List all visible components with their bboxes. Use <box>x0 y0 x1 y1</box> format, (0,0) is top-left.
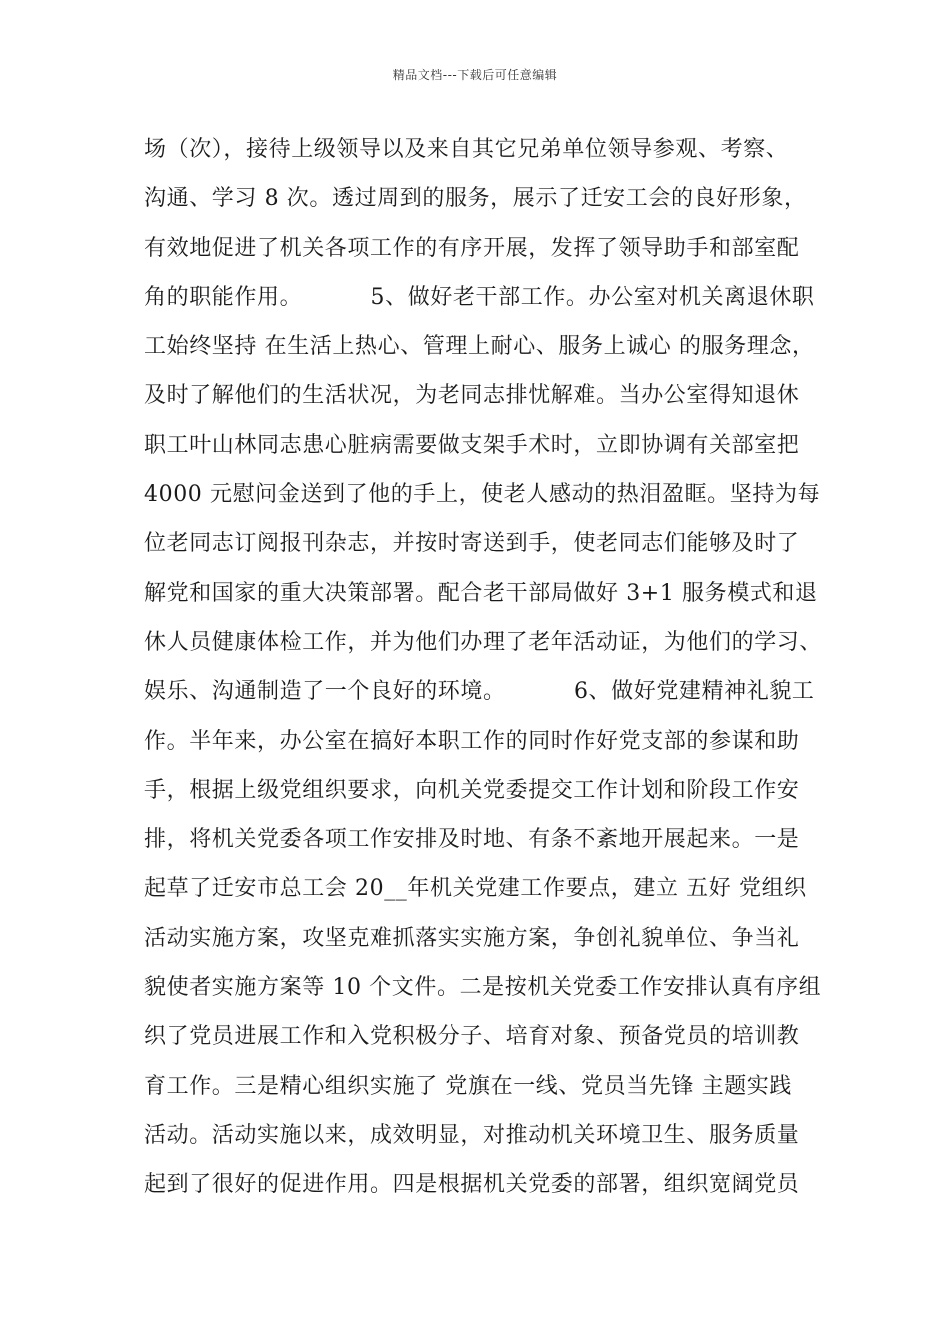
text-line: 起到了很好的促进作用。四是根据机关党委的部署，组织宽阔党员 <box>144 1172 800 1198</box>
text-line: 及时了解他们的生活状况，为老同志排忧解难。当办公室得知退休 <box>144 383 800 409</box>
text-line: 有效地促进了机关各项工作的有序开展，发挥了领导助手和部室配 <box>144 235 800 261</box>
text-line: 貌使者实施方案等 10 个文件。二是按机关党委工作安排认真有序组 <box>144 975 822 1001</box>
page-header: 精品文档---下载后可任意编辑 <box>392 68 558 82</box>
text-line: 职工叶山林同志患心脏病需要做支架手术时，立即协调有关部室把 <box>144 432 800 458</box>
text-line: 休人员健康体检工作，并为他们办理了老年活动证，为他们的学习、 <box>144 629 823 655</box>
text-line: 育工作。三是精心组织实施了 党旗在一线、党员当先锋 主题实践 <box>144 1073 792 1099</box>
text-line: 作。半年来，办公室在搞好本职工作的同时作好党支部的参谋和助 <box>144 728 800 754</box>
text-line: 沟通、学习 8 次。透过周到的服务，展示了迁安工会的良好形象， <box>144 186 807 212</box>
text-line: 解党和国家的重大决策部署。配合老干部局做好 3+1 服务模式和退 <box>144 580 818 606</box>
text-line: 娱乐、沟通制造了一个良好的环境。 6、做好党建精神礼貌工 <box>144 679 815 705</box>
text-line: 织了党员进展工作和入党积极分子、培育对象、预备党员的培训教 <box>144 1024 800 1050</box>
text-line: 手，根据上级党组织要求，向机关党委提交工作计划和阶段工作安 <box>144 777 800 803</box>
text-line: 活动实施方案，攻坚克难抓落实实施方案，争创礼貌单位、争当礼 <box>144 925 800 951</box>
text-line: 角的职能作用。 5、做好老干部工作。办公室对机关离退休职 <box>144 284 815 310</box>
body-text <box>144 130 834 1215</box>
text-line: 4000 元慰问金送到了他的手上，使老人感动的热泪盈眶。坚持为每 <box>144 482 821 508</box>
text-line: 工始终坚持 在生活上热心、管理上耐心、服务上诚心 的服务理念， <box>144 334 815 360</box>
text-line: 排，将机关党委各项工作安排及时地、有条不紊地开展起来。一是 <box>144 827 800 853</box>
text-line: 位老同志订阅报刊杂志，并按时寄送到手，使老同志们能够及时了 <box>144 531 800 557</box>
text-line: 活动。活动实施以来，成效明显，对推动机关环境卫生、服务质量 <box>144 1122 800 1148</box>
text-line: 起草了迁安市总工会 20__年机关党建工作要点，建立 五好 党组织 <box>144 876 807 902</box>
text-line: 场（次），接待上级领导以及来自其它兄弟单位领导参观、考察、 <box>144 137 789 162</box>
